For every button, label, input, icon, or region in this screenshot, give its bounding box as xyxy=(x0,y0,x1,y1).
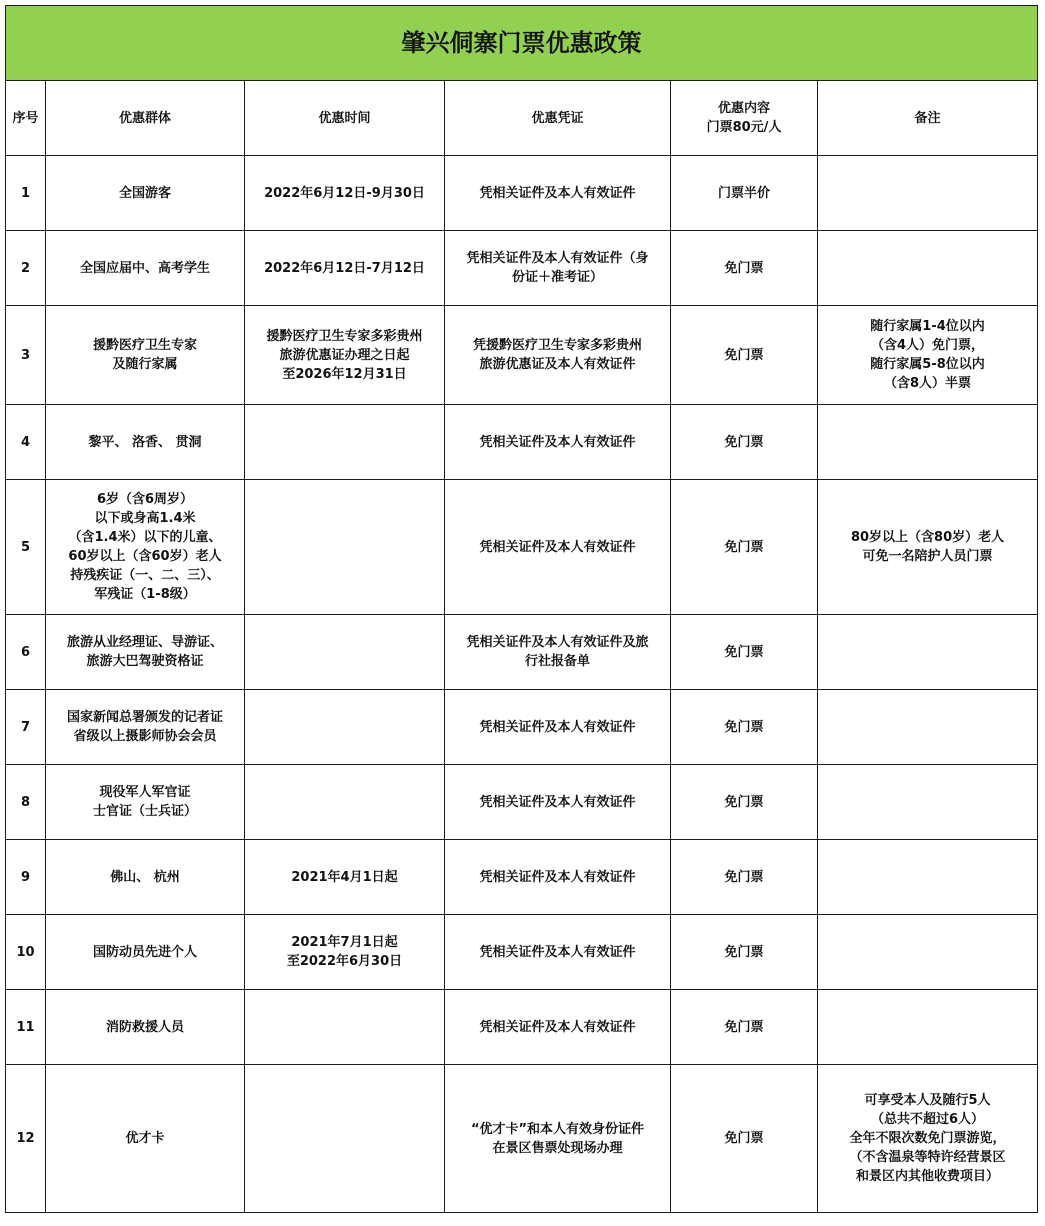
cell-time xyxy=(245,990,445,1065)
cell-content: 免门票 xyxy=(671,690,818,765)
cell-note xyxy=(818,840,1038,915)
table-row xyxy=(6,990,1038,1065)
cell-time xyxy=(245,480,445,615)
header-proof: 优惠凭证 xyxy=(445,81,671,156)
header-content: 优惠内容 门票80元/人 xyxy=(671,81,818,156)
cell-group: 消防救援人员 xyxy=(46,990,245,1065)
cell-proof: 凭相关证件及本人有效证件 xyxy=(445,840,671,915)
cell-time xyxy=(245,1065,445,1213)
policy-table xyxy=(5,5,1038,1213)
header-note: 备注 xyxy=(818,81,1038,156)
cell-time: 2021年4月1日起 xyxy=(245,840,445,915)
cell-content: 免门票 xyxy=(671,615,818,690)
cell-group: 国家新闻总署颁发的记者证 省级以上摄影师协会会员 xyxy=(46,690,245,765)
cell-time xyxy=(245,765,445,840)
header-time: 优惠时间 xyxy=(245,81,445,156)
table-row xyxy=(6,231,1038,306)
cell-group: 现役军人军官证 士官证（士兵证） xyxy=(46,765,245,840)
cell-content: 免门票 xyxy=(671,915,818,990)
cell-time xyxy=(245,615,445,690)
cell-group: 佛山、 杭州 xyxy=(46,840,245,915)
title-row xyxy=(6,6,1038,81)
cell-note xyxy=(818,231,1038,306)
table-row xyxy=(6,156,1038,231)
table-row xyxy=(6,1065,1038,1213)
cell-note: 随行家属1-4位以内 （含4人）免门票， 随行家属5-8位以内 （含8人）半票 xyxy=(818,306,1038,405)
cell-content: 免门票 xyxy=(671,840,818,915)
cell-group: 援黔医疗卫生专家 及随行家属 xyxy=(46,306,245,405)
cell-no: 11 xyxy=(6,990,46,1065)
cell-group: 全国应届中、高考学生 xyxy=(46,231,245,306)
cell-proof: 凭相关证件及本人有效证件（身 份证＋准考证） xyxy=(445,231,671,306)
table-row xyxy=(6,405,1038,480)
cell-time: 2021年7月1日起 至2022年6月30日 xyxy=(245,915,445,990)
cell-no: 9 xyxy=(6,840,46,915)
page-title: 肇兴侗寨门票优惠政策 xyxy=(6,6,1038,81)
cell-proof: 凭相关证件及本人有效证件 xyxy=(445,690,671,765)
cell-proof: 凭相关证件及本人有效证件 xyxy=(445,156,671,231)
table-row xyxy=(6,915,1038,990)
cell-no: 2 xyxy=(6,231,46,306)
cell-time: 2022年6月12日-9月30日 xyxy=(245,156,445,231)
cell-no: 4 xyxy=(6,405,46,480)
cell-group: 国防动员先进个人 xyxy=(46,915,245,990)
cell-note: 80岁以上（含80岁）老人 可免一名陪护人员门票 xyxy=(818,480,1038,615)
table-row xyxy=(6,690,1038,765)
cell-content: 免门票 xyxy=(671,765,818,840)
cell-proof: 凭相关证件及本人有效证件 xyxy=(445,765,671,840)
cell-proof: 凭援黔医疗卫生专家多彩贵州 旅游优惠证及本人有效证件 xyxy=(445,306,671,405)
cell-proof: 凭相关证件及本人有效证件 xyxy=(445,480,671,615)
cell-no: 12 xyxy=(6,1065,46,1213)
table-row xyxy=(6,615,1038,690)
cell-proof: 凭相关证件及本人有效证件 xyxy=(445,915,671,990)
cell-proof: 凭相关证件及本人有效证件 xyxy=(445,990,671,1065)
cell-note xyxy=(818,990,1038,1065)
cell-content: 免门票 xyxy=(671,231,818,306)
cell-proof: “优才卡”和本人有效身份证件 在景区售票处现场办理 xyxy=(445,1065,671,1213)
cell-content: 免门票 xyxy=(671,480,818,615)
cell-note xyxy=(818,915,1038,990)
cell-no: 8 xyxy=(6,765,46,840)
cell-content: 免门票 xyxy=(671,990,818,1065)
cell-group: 全国游客 xyxy=(46,156,245,231)
cell-time xyxy=(245,690,445,765)
cell-note xyxy=(818,405,1038,480)
cell-group: 优才卡 xyxy=(46,1065,245,1213)
cell-content: 免门票 xyxy=(671,1065,818,1213)
cell-no: 7 xyxy=(6,690,46,765)
cell-note xyxy=(818,615,1038,690)
cell-time: 援黔医疗卫生专家多彩贵州 旅游优惠证办理之日起 至2026年12月31日 xyxy=(245,306,445,405)
cell-group: 6岁（含6周岁） 以下或身高1.4米 （含1.4米）以下的儿童、 60岁以上（含60岁）老人 持残疾证（一、二、三）、 军残证（1-8级） xyxy=(46,480,245,615)
table-row xyxy=(6,765,1038,840)
cell-note: 可享受本人及随行5人 （总共不超过6人） 全年不限次数免门票游览， （不含温泉等特许经营景区 和景区内其他收费项目） xyxy=(818,1065,1038,1213)
cell-note xyxy=(818,765,1038,840)
cell-time: 2022年6月12日-7月12日 xyxy=(245,231,445,306)
cell-note xyxy=(818,156,1038,231)
cell-content: 免门票 xyxy=(671,306,818,405)
table-row xyxy=(6,480,1038,615)
header-group: 优惠群体 xyxy=(46,81,245,156)
cell-no: 3 xyxy=(6,306,46,405)
policy-sheet xyxy=(5,5,1037,1213)
cell-group: 旅游从业经理证、导游证、 旅游大巴驾驶资格证 xyxy=(46,615,245,690)
table-row xyxy=(6,840,1038,915)
cell-no: 1 xyxy=(6,156,46,231)
header-no: 序号 xyxy=(6,81,46,156)
header-row xyxy=(6,81,1038,156)
cell-no: 10 xyxy=(6,915,46,990)
cell-content: 门票半价 xyxy=(671,156,818,231)
cell-no: 6 xyxy=(6,615,46,690)
table-row xyxy=(6,306,1038,405)
cell-no: 5 xyxy=(6,480,46,615)
cell-proof: 凭相关证件及本人有效证件 xyxy=(445,405,671,480)
cell-group: 黎平、 洛香、 贯洞 xyxy=(46,405,245,480)
cell-time xyxy=(245,405,445,480)
cell-note xyxy=(818,690,1038,765)
cell-content: 免门票 xyxy=(671,405,818,480)
cell-proof: 凭相关证件及本人有效证件及旅 行社报备单 xyxy=(445,615,671,690)
